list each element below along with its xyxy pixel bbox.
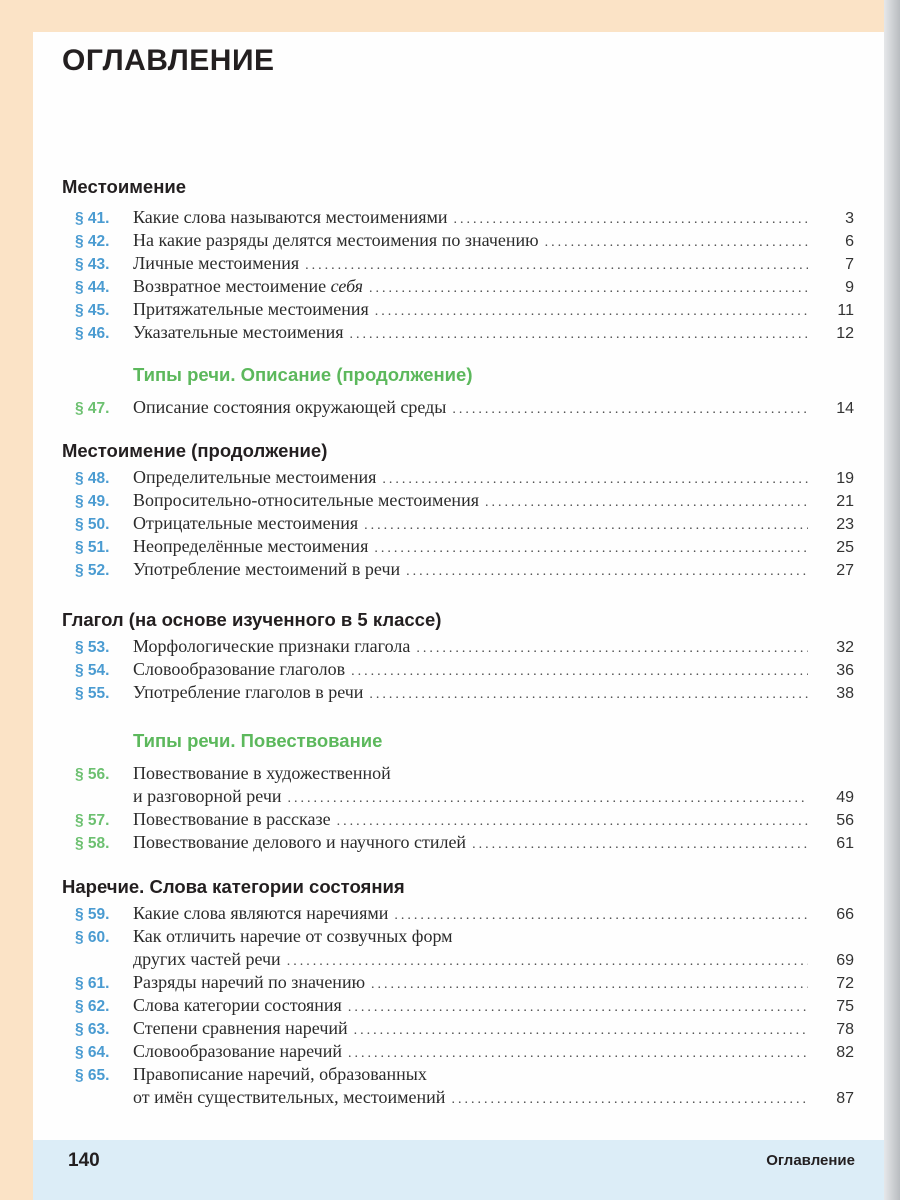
paragraph-number: § 56. [75,766,110,783]
entry-title [133,635,808,658]
entry-title-line: Личные местоимения [133,253,300,273]
dot-leader [337,810,808,833]
entry-title-line: Какие слова называются местоимениями [133,207,448,227]
dot-leader [452,398,808,421]
dot-leader [545,231,808,254]
paragraph-number: § 63. [75,1021,110,1038]
toc-entry[interactable] [62,558,858,581]
toc-entry[interactable] [62,1063,858,1109]
toc-entry[interactable] [62,396,858,419]
dot-leader [416,637,808,660]
dot-leader [485,491,808,514]
toc-entry[interactable] [62,635,858,658]
page-ref: 14 [836,400,854,417]
page-ref: 36 [836,662,854,679]
toc-entry[interactable] [62,902,858,925]
dot-leader [451,1088,808,1111]
dot-leader [351,660,808,683]
dot-leader [287,950,808,973]
paragraph-number: § 50. [75,516,110,533]
toc-entry[interactable] [62,808,858,831]
page-edge-shadow [884,0,900,1200]
paragraph-number: § 60. [75,929,110,946]
page-ref: 19 [836,470,854,487]
entry-title [133,298,808,321]
entry-title [133,1063,808,1109]
entry-title-line: Вопросительно-относительные местоимения [133,490,479,510]
entry-title [133,535,808,558]
entry-title [133,762,808,808]
entry-title [133,808,808,831]
page-ref: 6 [845,233,854,250]
section-heading: Местоимение [62,176,187,197]
page-ref: 69 [836,952,854,969]
toc-entry[interactable] [62,489,858,512]
paragraph-number: § 45. [75,302,110,319]
toc-entry[interactable] [62,1017,858,1040]
paragraph-number: § 42. [75,233,110,250]
entry-title [133,512,808,535]
entry-title-line: других частей речи [133,949,281,969]
entry-title-line: Употребление глаголов в речи [133,682,364,702]
entry-title-line: от имён существительных, местоимений [133,1087,446,1107]
section-heading: Типы речи. Описание (продолжение) [133,364,473,385]
dot-leader [454,208,808,231]
running-title: Оглавление [766,1152,855,1169]
section-heading: Глагол (на основе изученного в 5 классе) [62,609,442,630]
page-ref: 32 [836,639,854,656]
toc-entry[interactable] [62,298,858,321]
toc-entry[interactable] [62,1040,858,1063]
toc-entry[interactable] [62,512,858,535]
page-ref: 49 [836,789,854,806]
dot-leader [374,537,808,560]
paragraph-number: § 46. [75,325,110,342]
toc-entry[interactable] [62,681,858,704]
dot-leader [394,904,808,927]
paragraph-number: § 49. [75,493,110,510]
entry-title [133,206,808,229]
page-ref: 61 [836,835,854,852]
paragraph-number: § 59. [75,906,110,923]
section-heading: Наречие. Слова категории состояния [62,876,405,897]
paragraph-number: § 41. [75,210,110,227]
dot-leader [288,787,808,810]
page-ref: 12 [836,325,854,342]
dot-leader [350,323,808,346]
entry-title-line: Повествование в художественной [133,763,391,783]
page-ref: 11 [837,302,854,319]
dot-leader [354,1019,808,1042]
paragraph-number: § 52. [75,562,110,579]
toc-entry[interactable] [62,971,858,994]
section-heading: Типы речи. Повествование [133,730,383,751]
entry-title [133,831,808,854]
entry-title [133,558,808,581]
page-ref: 56 [836,812,854,829]
entry-title [133,229,808,252]
entry-title-line: Правописание наречий, образованных [133,1064,427,1084]
paragraph-number: § 62. [75,998,110,1015]
entry-title-line: Употребление местоимений в речи [133,559,401,579]
entry-title [133,902,808,925]
toc-entry[interactable] [62,925,858,971]
entry-title [133,971,808,994]
dot-leader [364,514,808,537]
footer-band [33,1140,887,1200]
paragraph-number: § 51. [75,539,110,556]
entry-title [133,925,808,971]
page-ref: 72 [836,975,854,992]
dot-leader [369,277,808,300]
dot-leader [375,300,808,323]
entry-title-line: На какие разряды делятся местоимения по значению [133,230,539,250]
page-ref: 25 [836,539,854,556]
entry-title [133,466,808,489]
page-ref: 75 [836,998,854,1015]
entry-title-line: Неопределённые местоимения [133,536,369,556]
page-ref: 87 [836,1090,854,1107]
toc-entry[interactable] [62,275,858,298]
toc-entry[interactable] [62,762,858,808]
dot-leader [348,1042,808,1065]
page-ref: 23 [836,516,854,533]
entry-title [133,1040,808,1063]
entry-title-line: Слова категории состояния [133,995,342,1015]
entry-title-line: Повествование в рассказе [133,809,331,829]
page-number: 140 [68,1150,100,1171]
entry-title-line: Степени сравнения наречий [133,1018,348,1038]
entry-title-line: Повествование делового и научного стилей [133,832,467,852]
paragraph-number: § 55. [75,685,110,702]
section-heading: Местоимение (продолжение) [62,440,328,461]
page-ref: 7 [845,256,854,273]
entry-title [133,321,808,344]
entry-title-line: Притяжательные местоимения [133,299,369,319]
paragraph-number: § 47. [75,400,110,417]
dot-leader [371,973,808,996]
entry-title [133,994,808,1017]
paragraph-number: § 64. [75,1044,110,1061]
entry-title [133,658,808,681]
toc-entry[interactable] [62,831,858,854]
paragraph-number: § 43. [75,256,110,273]
paragraph-number: § 44. [75,279,110,296]
page-title: ОГЛАВЛЕНИЕ [62,44,275,77]
dot-leader [369,683,808,706]
page-ref: 82 [836,1044,854,1061]
paragraph-number: § 65. [75,1067,110,1084]
dot-leader [305,254,808,277]
toc-entry[interactable] [62,466,858,489]
toc-entry[interactable] [62,994,858,1017]
paragraph-number: § 57. [75,812,110,829]
entry-title-line: Словообразование глаголов [133,659,346,679]
toc-entry[interactable] [62,658,858,681]
page-ref: 3 [845,210,854,227]
page-ref: 38 [836,685,854,702]
page-ref: 9 [845,279,854,296]
page-ref: 78 [836,1021,854,1038]
paragraph-number: § 54. [75,662,110,679]
entry-title [133,252,808,275]
dot-leader [472,833,808,856]
paragraph-number: § 53. [75,639,110,656]
entry-title-line: Как отличить наречие от созвучных форм [133,926,453,946]
paragraph-number: § 61. [75,975,110,992]
entry-title-line: Указательные местоимения [133,322,344,342]
toc-entry[interactable] [62,252,858,275]
page-ref: 21 [836,493,854,510]
entry-title-line: Словообразование наречий [133,1041,343,1061]
entry-title [133,1017,808,1040]
page-ref: 66 [836,906,854,923]
entry-title [133,396,808,419]
entry-title-line: Отрицательные местоимения [133,513,359,533]
entry-title-line: Какие слова являются наречиями [133,903,389,923]
dot-leader [348,996,808,1019]
entry-title-line: Определительные местоимения [133,467,377,487]
dot-leader [406,560,808,583]
entry-title-line: Разряды наречий по значению [133,972,366,992]
dot-leader [382,468,808,491]
entry-title [133,275,808,298]
toc-entry[interactable] [62,229,858,252]
toc-entry[interactable] [62,321,858,344]
page-ref: 27 [836,562,854,579]
toc-entry[interactable] [62,206,858,229]
paragraph-number: § 48. [75,470,110,487]
entry-title [133,681,808,704]
entry-title-line: Описание состояния окружающей среды [133,397,447,417]
entry-title-line: Возвратное местоимение себя [133,276,364,296]
entry-title-line: Морфологические признаки глагола [133,636,411,656]
toc-entry[interactable] [62,535,858,558]
entry-title [133,489,808,512]
paragraph-number: § 58. [75,835,110,852]
entry-title-line: и разговорной речи [133,786,282,806]
